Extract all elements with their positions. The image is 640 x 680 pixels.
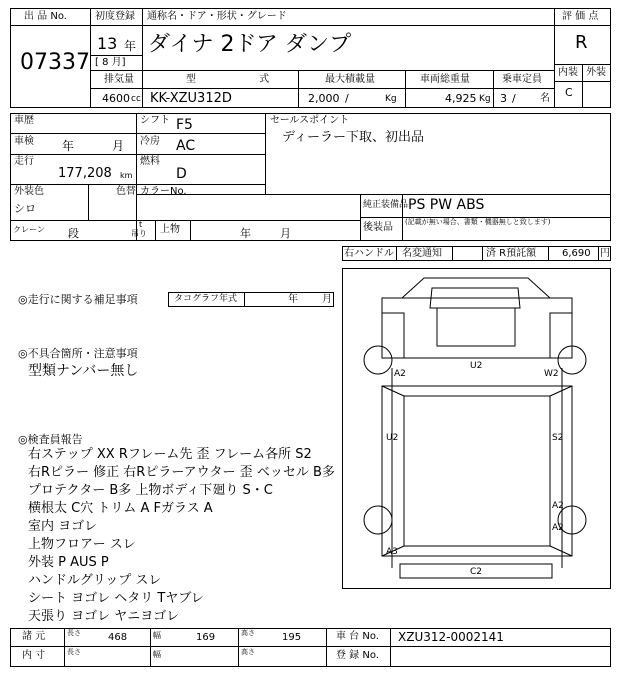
lot-label: 出 品 No.: [24, 11, 67, 22]
right-hand-label: 右ハンドル: [344, 248, 394, 259]
aftermarket-note: (記載が無い場合、書類・機器無しと致します): [405, 218, 551, 226]
capacity-unit: 名: [540, 93, 550, 104]
damage-mark: U2: [386, 433, 399, 443]
inspector-line: 右ステップ XX Rフレーム先 歪 フレーム各所 S2: [28, 447, 312, 462]
tacho-label: タコグラフ年式: [174, 294, 238, 304]
truck-damage-diagram: [342, 268, 610, 588]
registration-label: 登 録 No.: [336, 650, 379, 661]
damage-mark: A2: [552, 501, 564, 511]
frame-line: [244, 292, 245, 307]
exterior-label: 外装: [586, 67, 606, 78]
inner-width-label: 幅: [153, 650, 161, 659]
frame-line: [598, 246, 599, 261]
shift-label: シフト: [140, 115, 170, 126]
crane-ton-unit: t: [139, 220, 143, 229]
width-value: 169: [196, 632, 216, 643]
damage-mark: C2: [470, 567, 483, 577]
frame-line: [610, 8, 611, 108]
frame-line: [10, 107, 611, 108]
frame-line: [405, 70, 406, 107]
frame-line: [10, 154, 265, 155]
mileage-label: 走行: [14, 156, 34, 167]
bed-front-panel: [382, 386, 572, 556]
equipment-value: PS PW ABS: [408, 197, 485, 213]
color-no-label: カラーNo.: [140, 186, 187, 197]
damage-mark: U2: [470, 361, 483, 371]
frame-line: [493, 70, 494, 107]
cab-interior: [437, 308, 515, 346]
frame-line: [90, 8, 91, 107]
crane-label: クレーン: [13, 225, 45, 234]
front-left-wheel: [364, 346, 392, 374]
frame-line: [342, 260, 611, 261]
cab-outline: [382, 298, 572, 358]
frame-line: [554, 25, 611, 26]
fuel-label: 燃料: [140, 156, 160, 167]
recycle-amount: 6,690: [562, 248, 591, 259]
crane-stage-unit: 段: [68, 227, 79, 240]
damage-mark: A2: [552, 523, 564, 533]
lot-number: 07337: [20, 50, 90, 75]
frame-line: [610, 246, 611, 261]
recycle-unit: 円: [600, 248, 610, 259]
frame-line: [342, 246, 611, 247]
gross-weight-unit: Kg: [479, 94, 491, 104]
damage-mark: W2: [544, 369, 559, 379]
driving-notes-label: ◎走行に関する補足事項: [18, 293, 138, 306]
frame-line: [10, 220, 360, 221]
frame-line: [238, 628, 239, 667]
rating-value: R: [575, 32, 588, 53]
frame-line: [64, 628, 65, 667]
frame-line: [90, 88, 554, 89]
damage-mark: A3: [386, 547, 398, 557]
displacement-unit: cc: [131, 94, 141, 104]
history-label: 車歴: [14, 115, 34, 126]
first-reg-label: 初度登録: [95, 11, 135, 22]
inspector-line: 室内 ヨゴレ: [28, 519, 98, 534]
max-load-label: 最大積載量: [325, 74, 375, 85]
body-month-unit: 月: [280, 227, 291, 240]
frame-line: [10, 113, 611, 114]
rear-left-wheel: [364, 506, 392, 534]
equipment-label: 純正装備品: [363, 200, 409, 210]
tacho-month-unit: 月: [322, 294, 332, 305]
inspector-line: ハンドルグリップ スレ: [28, 573, 162, 588]
frame-line: [610, 628, 611, 667]
model-code-label: 型 式: [186, 74, 300, 85]
cab-door-left: [382, 313, 404, 358]
frame-line: [155, 220, 156, 240]
inspector-line: シート ヨゴレ ヘタリ Tヤブレ: [28, 591, 204, 606]
inspector-line: 天張り ヨゴレ ヤニヨゴレ: [28, 609, 180, 624]
frame-line: [150, 628, 151, 667]
crane-hang: 吊り: [131, 229, 147, 238]
model-code-value: KK-XZU312D: [150, 91, 232, 106]
rating-label: 評 価 点: [562, 11, 599, 22]
inspector-line: プロテクター B多 上物ボディ下廻り S・C: [28, 483, 273, 498]
frame-line: [168, 292, 334, 293]
frame-line: [265, 194, 611, 195]
inner-dims-label: 内 寸: [22, 650, 46, 661]
bed-inner: [404, 396, 550, 546]
frame-line: [610, 268, 611, 588]
frame-line: [168, 306, 334, 307]
frame-line: [10, 628, 611, 629]
tacho-year-unit: 年: [288, 294, 298, 305]
sales-point-label: セールスポイント: [270, 115, 350, 126]
dims-label: 諸 元: [22, 631, 46, 642]
inspector-label: ◎検査員報告: [18, 433, 83, 446]
model-label: 通称名・ドア・形状・グレード: [147, 11, 287, 22]
frame-line: [582, 64, 583, 107]
frame-line: [190, 220, 191, 240]
defects-label: ◎不具合箇所・注意事項: [18, 347, 138, 360]
inspection-month-unit: 月: [112, 139, 125, 153]
frame-line: [342, 246, 343, 261]
shift-value: F5: [176, 117, 193, 133]
height-value: 195: [282, 632, 302, 643]
max-load-sep: /: [345, 92, 349, 105]
gross-weight-label: 車両総重量: [420, 74, 470, 85]
damage-mark: S2: [552, 433, 564, 443]
inspector-line: 横根太 C穴 トリム A Fガラス A: [28, 501, 213, 516]
chassis-number: XZU312-0002141: [398, 630, 504, 644]
frame-line: [265, 113, 266, 194]
first-reg-month: [ 8 月]: [95, 57, 126, 68]
color-code-label: 色替: [116, 186, 136, 197]
gross-weight-value: 4,925: [445, 92, 477, 105]
frame-line: [10, 25, 554, 26]
aircon-label: 冷房: [140, 136, 160, 147]
frame-line: [10, 184, 265, 185]
interior-grade: C: [565, 86, 573, 99]
color-label: 外装色: [14, 186, 44, 197]
fuel-value: D: [176, 166, 187, 182]
inspector-line: 外装 P AUS P: [28, 555, 109, 570]
frame-line: [10, 133, 265, 134]
recycle-label: 済 R預託額: [486, 248, 537, 259]
frame-line: [610, 113, 611, 240]
frame-line: [342, 588, 611, 589]
frame-line: [482, 246, 483, 261]
first-reg-year: 13: [97, 34, 118, 53]
bed-outline: [382, 386, 572, 556]
aircon-value: AC: [176, 138, 196, 154]
frame-line: [10, 240, 611, 241]
mileage-value: 177,208: [58, 166, 112, 181]
frame-line: [10, 8, 611, 9]
capacity-label: 乗車定員: [502, 74, 542, 85]
frame-line: [10, 666, 611, 667]
frame-line: [554, 8, 555, 107]
car-name: ダイナ 2ドア ダンプ: [148, 32, 352, 57]
frame-line: [168, 292, 169, 307]
inspection-year-unit: 年: [62, 139, 75, 153]
frame-line: [10, 628, 11, 667]
damage-mark: A2: [394, 369, 406, 379]
frame-line: [10, 646, 611, 647]
body-year-unit: 年: [240, 227, 251, 240]
frame-line: [548, 246, 549, 261]
frame-line: [10, 8, 11, 108]
displacement-value: 4600: [102, 92, 130, 105]
max-load-unit: Kg: [385, 94, 397, 104]
length-label: 長さ: [67, 629, 81, 637]
inspector-line: 右Rピラー 修正 右Rピラーアウター 歪 ベッセル B多: [28, 465, 335, 480]
interior-label: 内装: [558, 67, 578, 78]
frame-line: [333, 292, 334, 307]
frame-line: [452, 246, 453, 261]
width-label: 幅: [153, 631, 161, 640]
capacity-sep: /: [512, 92, 516, 105]
frame-line: [142, 8, 143, 107]
frame-line: [390, 628, 391, 667]
aftermarket-label: 後装品: [363, 222, 393, 233]
height-label: 高さ: [241, 629, 255, 637]
mileage-unit: km: [120, 171, 133, 180]
frame-line: [91, 55, 142, 56]
inspector-line: 上物フロアー スレ: [28, 537, 136, 552]
inner-length-label: 長さ: [67, 648, 81, 656]
inner-height-label: 高さ: [241, 648, 255, 656]
name-change-label: 名変通知: [402, 248, 442, 259]
max-load-value: 2,000: [308, 92, 340, 105]
frame-line: [326, 628, 327, 667]
chassis-label: 車 台 No.: [336, 631, 379, 642]
frame-line: [396, 246, 397, 261]
inspection-label: 車検: [14, 136, 34, 147]
first-reg-year-unit: 年: [124, 39, 137, 53]
length-value: 468: [108, 632, 128, 643]
body-label: 上物: [160, 224, 180, 235]
sales-point-text: ディーラー下取、初出品: [282, 130, 424, 145]
color-value: シロ: [14, 202, 36, 215]
displacement-label: 排気量: [104, 74, 134, 85]
frame-line: [88, 184, 89, 220]
capacity-value: 3: [500, 92, 507, 105]
frame-line: [90, 70, 554, 71]
defects-text: 型類ナンバー無し: [28, 363, 139, 379]
